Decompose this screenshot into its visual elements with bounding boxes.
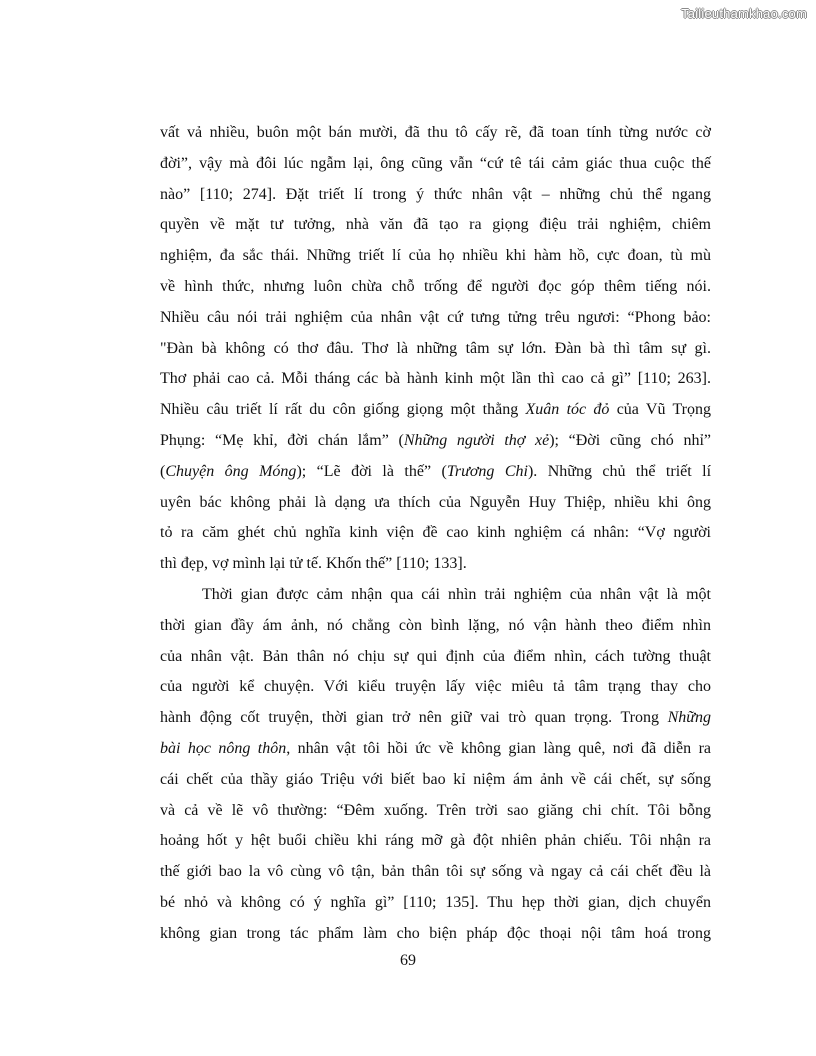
text-line xyxy=(160,826,711,857)
text-run: hành động cốt truyện, thời gian trở nên giữ vai trò quan trọng. Trong xyxy=(160,709,668,727)
body-text xyxy=(160,118,711,950)
text-run: uyên bác không phải là dạng ưa thích của Nguyễn Huy Thiệp, nhiều khi ông xyxy=(160,493,711,511)
italic-title: bài học nông thôn xyxy=(160,739,287,757)
text-line xyxy=(160,303,711,334)
text-run: Nhiều câu nói trải nghiệm của nhân vật cứ tưng tửng trêu ngươi: “Phong bảo: xyxy=(160,308,711,326)
text-line xyxy=(160,488,711,519)
text-line xyxy=(160,857,711,888)
text-run: ); “Lẽ đời là thế” ( xyxy=(296,462,447,480)
text-run: của Vũ Trọng xyxy=(609,401,712,419)
text-line xyxy=(160,703,711,734)
text-run: hoảng hốt y hệt buổi chiều khi ráng mỡ gà đột nhiên phản chiếu. Tôi nhận ra xyxy=(160,832,711,850)
watermark-text: Tailieuthamkhao.com xyxy=(681,6,807,21)
text-line xyxy=(160,734,711,765)
text-line xyxy=(160,395,711,426)
text-line xyxy=(160,672,711,703)
italic-title: Xuân tóc đỏ xyxy=(525,401,610,419)
text-line xyxy=(160,118,711,149)
text-line xyxy=(160,611,711,642)
text-line xyxy=(160,210,711,241)
text-run: và cả về lẽ vô thường: “Đêm xuống. Trên trời sao giăng chi chít. Tôi bỗng xyxy=(160,801,711,819)
text-run: cái chết của thầy giáo Triệu với biết bao kỉ niệm ám ảnh về cái chết, sự sống xyxy=(160,770,711,788)
text-run: thế giới bao la vô cùng vô tận, bản thân tôi sự sống và ngay cả cái chết đều là xyxy=(160,863,711,881)
text-run: ); “Đời cũng chó nhỉ” xyxy=(549,431,711,449)
italic-title: Những người thợ xẻ xyxy=(403,431,550,449)
text-run: Phụng: “Mẹ khỉ, đời chán lắm” ( xyxy=(160,431,404,449)
text-line xyxy=(160,580,711,611)
text-run: quyền về mặt tư tưởng, nhà văn đã tạo ra giọng điệu trải nghiệm, chiêm xyxy=(160,216,711,234)
text-line xyxy=(160,272,711,303)
page-number: 69 xyxy=(400,952,416,969)
text-line xyxy=(160,919,711,950)
text-line xyxy=(160,426,711,457)
text-line xyxy=(160,149,711,180)
text-run: ( xyxy=(160,462,166,480)
text-run: vất vả nhiều, buôn một bán mười, đã thu tô cấy rẽ, đã toan tính từng nước cờ xyxy=(160,124,711,141)
paragraph xyxy=(160,118,711,580)
text-run: thời gian đầy ám ảnh, nó chẳng còn bình lặng, nó vận hành theo điểm nhìn xyxy=(160,616,711,634)
text-run: Thơ phải cao cả. Mỗi tháng các bà hành kinh một lần thì cao cả gì” [110; 263]. xyxy=(160,370,711,388)
text-line xyxy=(160,518,711,549)
text-run: thì đẹp, vợ mình lại tử tế. Khốn thế” [110; 133]. xyxy=(160,555,467,573)
text-run: của người kể chuyện. Với kiểu truyện lấy việc miêu tả tâm trạng thay cho xyxy=(160,678,711,696)
text-run: Nhiều câu triết lí rất du côn giống giọng một thằng xyxy=(160,401,526,419)
italic-title: Chuyện ông Móng xyxy=(165,462,297,480)
text-line xyxy=(160,765,711,796)
italic-title: Những xyxy=(667,709,711,727)
text-run: đời”, vậy mà đôi lúc ngẫm lại, ông cũng vẫn “cứ tê tái cảm giác thua cuộc thế xyxy=(160,154,711,172)
text-run: ). Những chủ thể triết lí xyxy=(527,462,712,480)
text-line xyxy=(160,796,711,827)
text-run: bé nhỏ và không có ý nghĩa gì” [110; 135]. Thu hẹp thời gian, dịch chuyển xyxy=(160,893,711,911)
text-run: nào” [110; 274]. Đặt triết lí trong ý thức nhân vật – những chủ thể ngang xyxy=(160,185,711,203)
text-line xyxy=(160,457,711,488)
italic-title: Trương Chi xyxy=(446,462,528,480)
text-run: , nhân vật tôi hồi ức về không gian làng quê, nơi đã diễn ra xyxy=(286,739,711,757)
text-line xyxy=(160,888,711,919)
text-run: về hình thức, nhưng luôn chừa chỗ trống để người đọc góp thêm tiếng nói. xyxy=(160,277,711,295)
text-run: "Đàn bà không có thơ đâu. Thơ là những tâm sự lớn. Đàn bà thì tâm sự gì. xyxy=(160,339,711,357)
text-line xyxy=(160,364,711,395)
text-line xyxy=(160,241,711,272)
text-run: Thời gian được cảm nhận qua cái nhìn trải nghiệm của nhân vật là một xyxy=(202,585,711,603)
text-run: tỏ ra căm ghét chủ nghĩa kinh viện đề cao kinh nghiệm cá nhân: “Vợ người xyxy=(160,524,711,542)
text-run: không gian trong tác phẩm làm cho biện pháp độc thoại nội tâm hoá trong xyxy=(160,924,711,942)
text-run: nghiệm, đa sắc thái. Những triết lí của họ nhiều khi hàm hồ, cực đoan, tù mù xyxy=(160,247,711,265)
paragraph xyxy=(160,580,711,950)
text-line xyxy=(160,180,711,211)
text-line xyxy=(160,549,711,580)
text-line xyxy=(160,334,711,365)
text-line xyxy=(160,642,711,673)
text-run: của nhân vật. Bản thân nó chịu sự qui định của điểm nhìn, cách tường thuật xyxy=(160,647,711,665)
